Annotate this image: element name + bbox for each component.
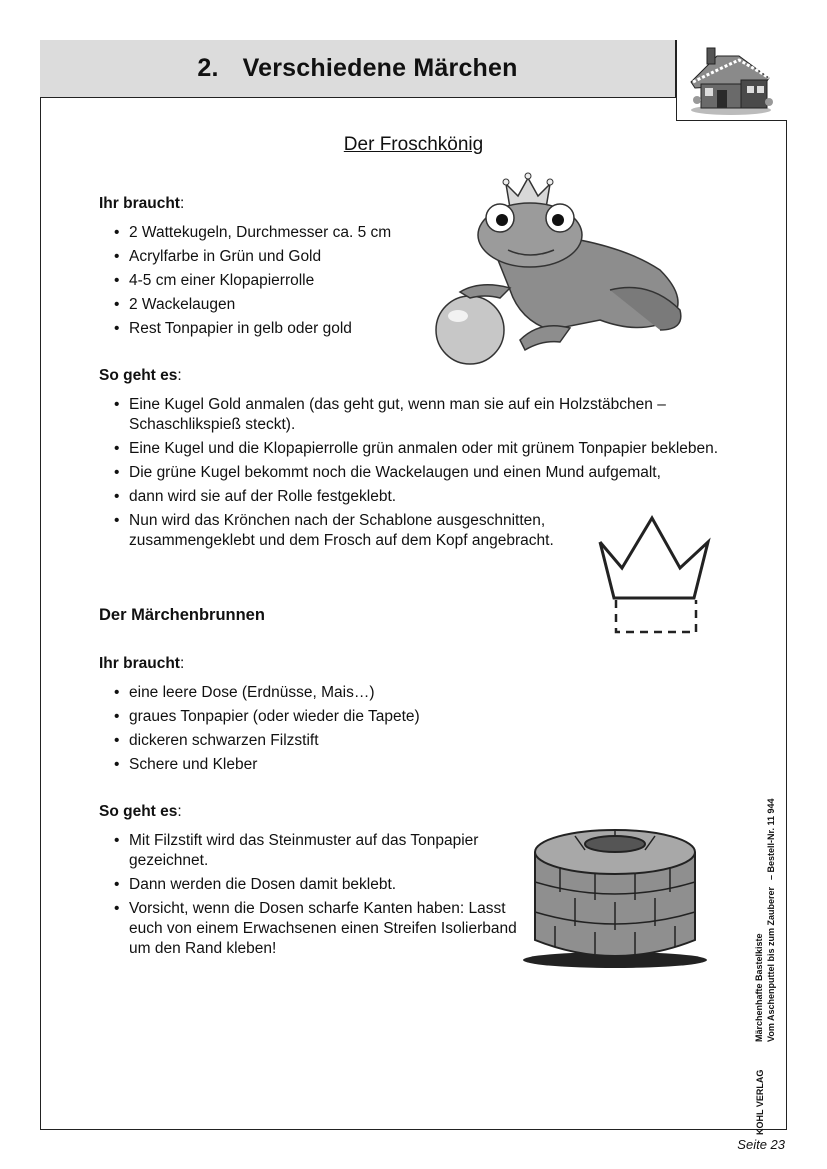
list-item: • 2 Wattekugeln, Durchmesser ca. 5 cm	[99, 223, 439, 243]
list-item: • Mit Filzstift wird das Steinmuster auf das Tonpapier gezeichnet.	[99, 831, 519, 871]
well-illustration	[515, 822, 715, 972]
section-froschkoenig-title: Der Froschkönig	[343, 134, 484, 155]
order-number: – Bestell-Nr. 11 944	[766, 798, 776, 880]
list-item: • Rest Tonpapier in gelb oder gold	[99, 319, 439, 339]
steps-list-2	[99, 831, 519, 963]
list-item: • Die grüne Kugel bekommt noch die Wackelaugen und einen Mund aufgemalt,	[99, 463, 719, 483]
list-item: • 2 Wackelaugen	[99, 295, 439, 315]
materials-list-2	[99, 683, 559, 779]
list-item: • Nun wird das Krönchen nach der Schablone ausgeschnitten, zusammengeklebt und dem Frosch auf dem Kopf angebracht.	[99, 511, 599, 551]
page-number: Seite 23	[737, 1137, 785, 1152]
list-item: • Dann werden die Dosen damit beklebt.	[99, 875, 519, 895]
steps-heading-1: So geht es:	[99, 367, 182, 384]
list-item: • Eine Kugel Gold anmalen (das geht gut, wenn man sie auf ein Holzstäbchen – Schaschlikspieß steckt).	[99, 395, 719, 435]
list-item: • Acrylfarbe in Grün und Gold	[99, 247, 439, 267]
list-item: • eine leere Dose (Erdnüsse, Mais…)	[99, 683, 559, 703]
list-item: • Eine Kugel und die Klopapierrolle grün anmalen oder mit grünem Tonpapier bekleben.	[99, 439, 719, 459]
steps-heading-2: So geht es:	[99, 803, 182, 820]
list-item: • Vorsicht, wenn die Dosen scharfe Kanten haben: Lasst euch von einem Erwachsenen einen Streifen Isolierband um den Rand kleben!	[99, 899, 519, 959]
list-item: • graues Tonpapier (oder wieder die Tapete)	[99, 707, 559, 727]
crown-template-shape	[596, 512, 716, 636]
materials-heading-1: Ihr braucht:	[99, 195, 185, 212]
list-item: • 4-5 cm einer Klopapierrolle	[99, 271, 439, 291]
frog-prince-illustration	[430, 170, 700, 375]
materials-list-1	[99, 223, 439, 343]
book-subtitle: Vom Aschenputtel bis zum Zauberer	[766, 886, 776, 1042]
page-title	[197, 54, 517, 83]
materials-heading-2: Ihr braucht:	[99, 655, 185, 672]
book-title: Märchenhafte Bastelkiste	[754, 933, 764, 1042]
publisher-logo: KOHL VERLAG	[755, 1069, 765, 1135]
section-maerchenbrunnen-title: Der Märchenbrunnen	[99, 606, 265, 624]
chapter-number: 2.	[197, 54, 219, 82]
chapter-title: Verschiedene Märchen	[242, 54, 518, 82]
publisher-sidebar	[752, 760, 782, 1140]
page-header	[40, 40, 676, 98]
list-item: • dickeren schwarzen Filzstift	[99, 731, 559, 751]
gingerbread-house-illustration	[676, 40, 787, 121]
list-item: • Schere und Kleber	[99, 755, 559, 775]
list-item: • dann wird sie auf der Rolle festgeklebt.	[99, 487, 719, 507]
